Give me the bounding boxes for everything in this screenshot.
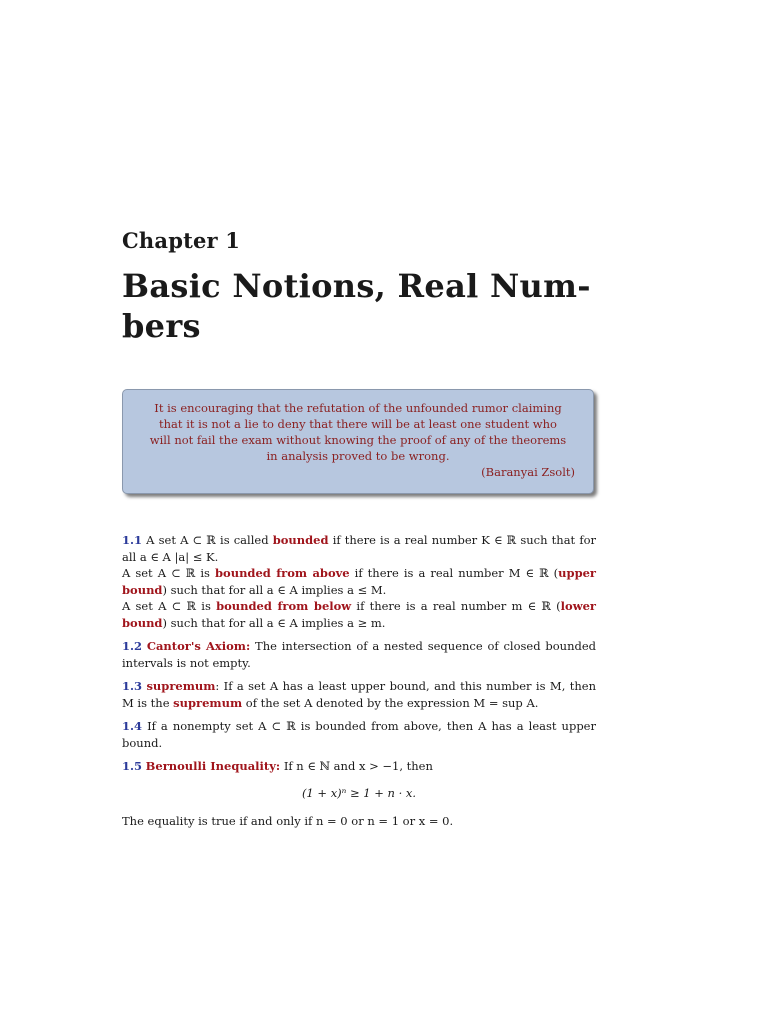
item-number: 1.5: [122, 759, 143, 773]
item-text: A set A ⊂ ℝ is: [122, 566, 215, 580]
item-text: if there is a real number K ∈ ℝ such that for all a ∈ A |a| ≤ K.: [122, 533, 596, 564]
item-text: ) such that for all a ∈ A implies a ≥ m.: [162, 615, 386, 630]
item-text: The intersection of a nested sequence of closed bounded intervals is not empty.: [122, 639, 596, 670]
item-text: A set A ⊂ ℝ is called: [142, 533, 273, 547]
item-text: : If a set A has a least upper bound, and this number is M, then M is the: [122, 679, 597, 710]
term-supremum: supremum: [146, 679, 216, 693]
item-text: If a nonempty set A ⊂ ℝ is bounded from above, then A has a least upper bound.: [122, 719, 596, 750]
item-1-4: [122, 718, 596, 751]
item-text: ) such that for all a ∈ A implies a ≤ M.: [162, 582, 387, 597]
term-bounded: bounded: [272, 533, 329, 547]
term-supremum-inline: supremum: [173, 695, 243, 710]
item-number: 1.2: [122, 639, 143, 653]
term-bounded-from-above: bounded from above: [215, 566, 350, 580]
item-text: A set A ⊂ ℝ is: [122, 599, 217, 613]
chapter-title-line-2: bers: [122, 307, 201, 345]
item-1-2: [122, 638, 596, 671]
epigraph-author: (Baranyai Zsolt): [481, 465, 575, 479]
item-1-1: [122, 532, 596, 631]
item-number: 1.3: [122, 679, 143, 693]
item-1-3: [122, 678, 596, 711]
term-bounded-from-below: bounded from below: [216, 599, 352, 613]
equality-note: The equality is true if and only if n = 0 or n = 1 or x = 0.: [122, 814, 454, 828]
term-lower-bound: lower bound: [122, 599, 596, 630]
chapter-title: [122, 266, 602, 346]
epigraph-line-1: It is encouraging that the refutation of the unfounded rumor claiming: [154, 401, 562, 415]
item-text: if there is a real number m ∈ ℝ (: [351, 599, 561, 613]
definitions-section: [122, 532, 596, 837]
epigraph-line-2: that it is not a lie to deny that there will be at least one student who: [159, 417, 557, 431]
item-1-1-line-below: [122, 598, 596, 631]
chapter-title-line-1: Basic Notions, Real Num-: [122, 267, 591, 305]
term-bernoulli-inequality: Bernoulli Inequality:: [145, 759, 281, 773]
chapter-label: Chapter 1: [122, 228, 241, 253]
item-number: 1.1: [122, 533, 143, 547]
item-1-1-line-above: [122, 565, 596, 598]
item-text: If n ∈ ℕ and x > −1, then: [280, 759, 433, 773]
term-cantors-axiom: Cantor's Axiom:: [146, 639, 251, 653]
epigraph-box: [122, 389, 594, 494]
item-number: 1.4: [122, 719, 143, 733]
epigraph-text: [139, 400, 577, 464]
bernoulli-formula: (1 + x)ⁿ ≥ 1 + n · x.: [301, 785, 417, 800]
item-text: if there is a real number M ∈ ℝ (: [349, 566, 559, 580]
item-1-5: [122, 758, 596, 830]
epigraph-line-3: will not fail the exam without knowing the proof of any of the theorems: [149, 433, 567, 447]
term-upper-bound: upper bound: [122, 566, 596, 597]
item-text: of the set A denoted by the expression M = sup A.: [242, 695, 539, 710]
epigraph-line-4: in analysis proved to be wrong.: [266, 449, 450, 463]
